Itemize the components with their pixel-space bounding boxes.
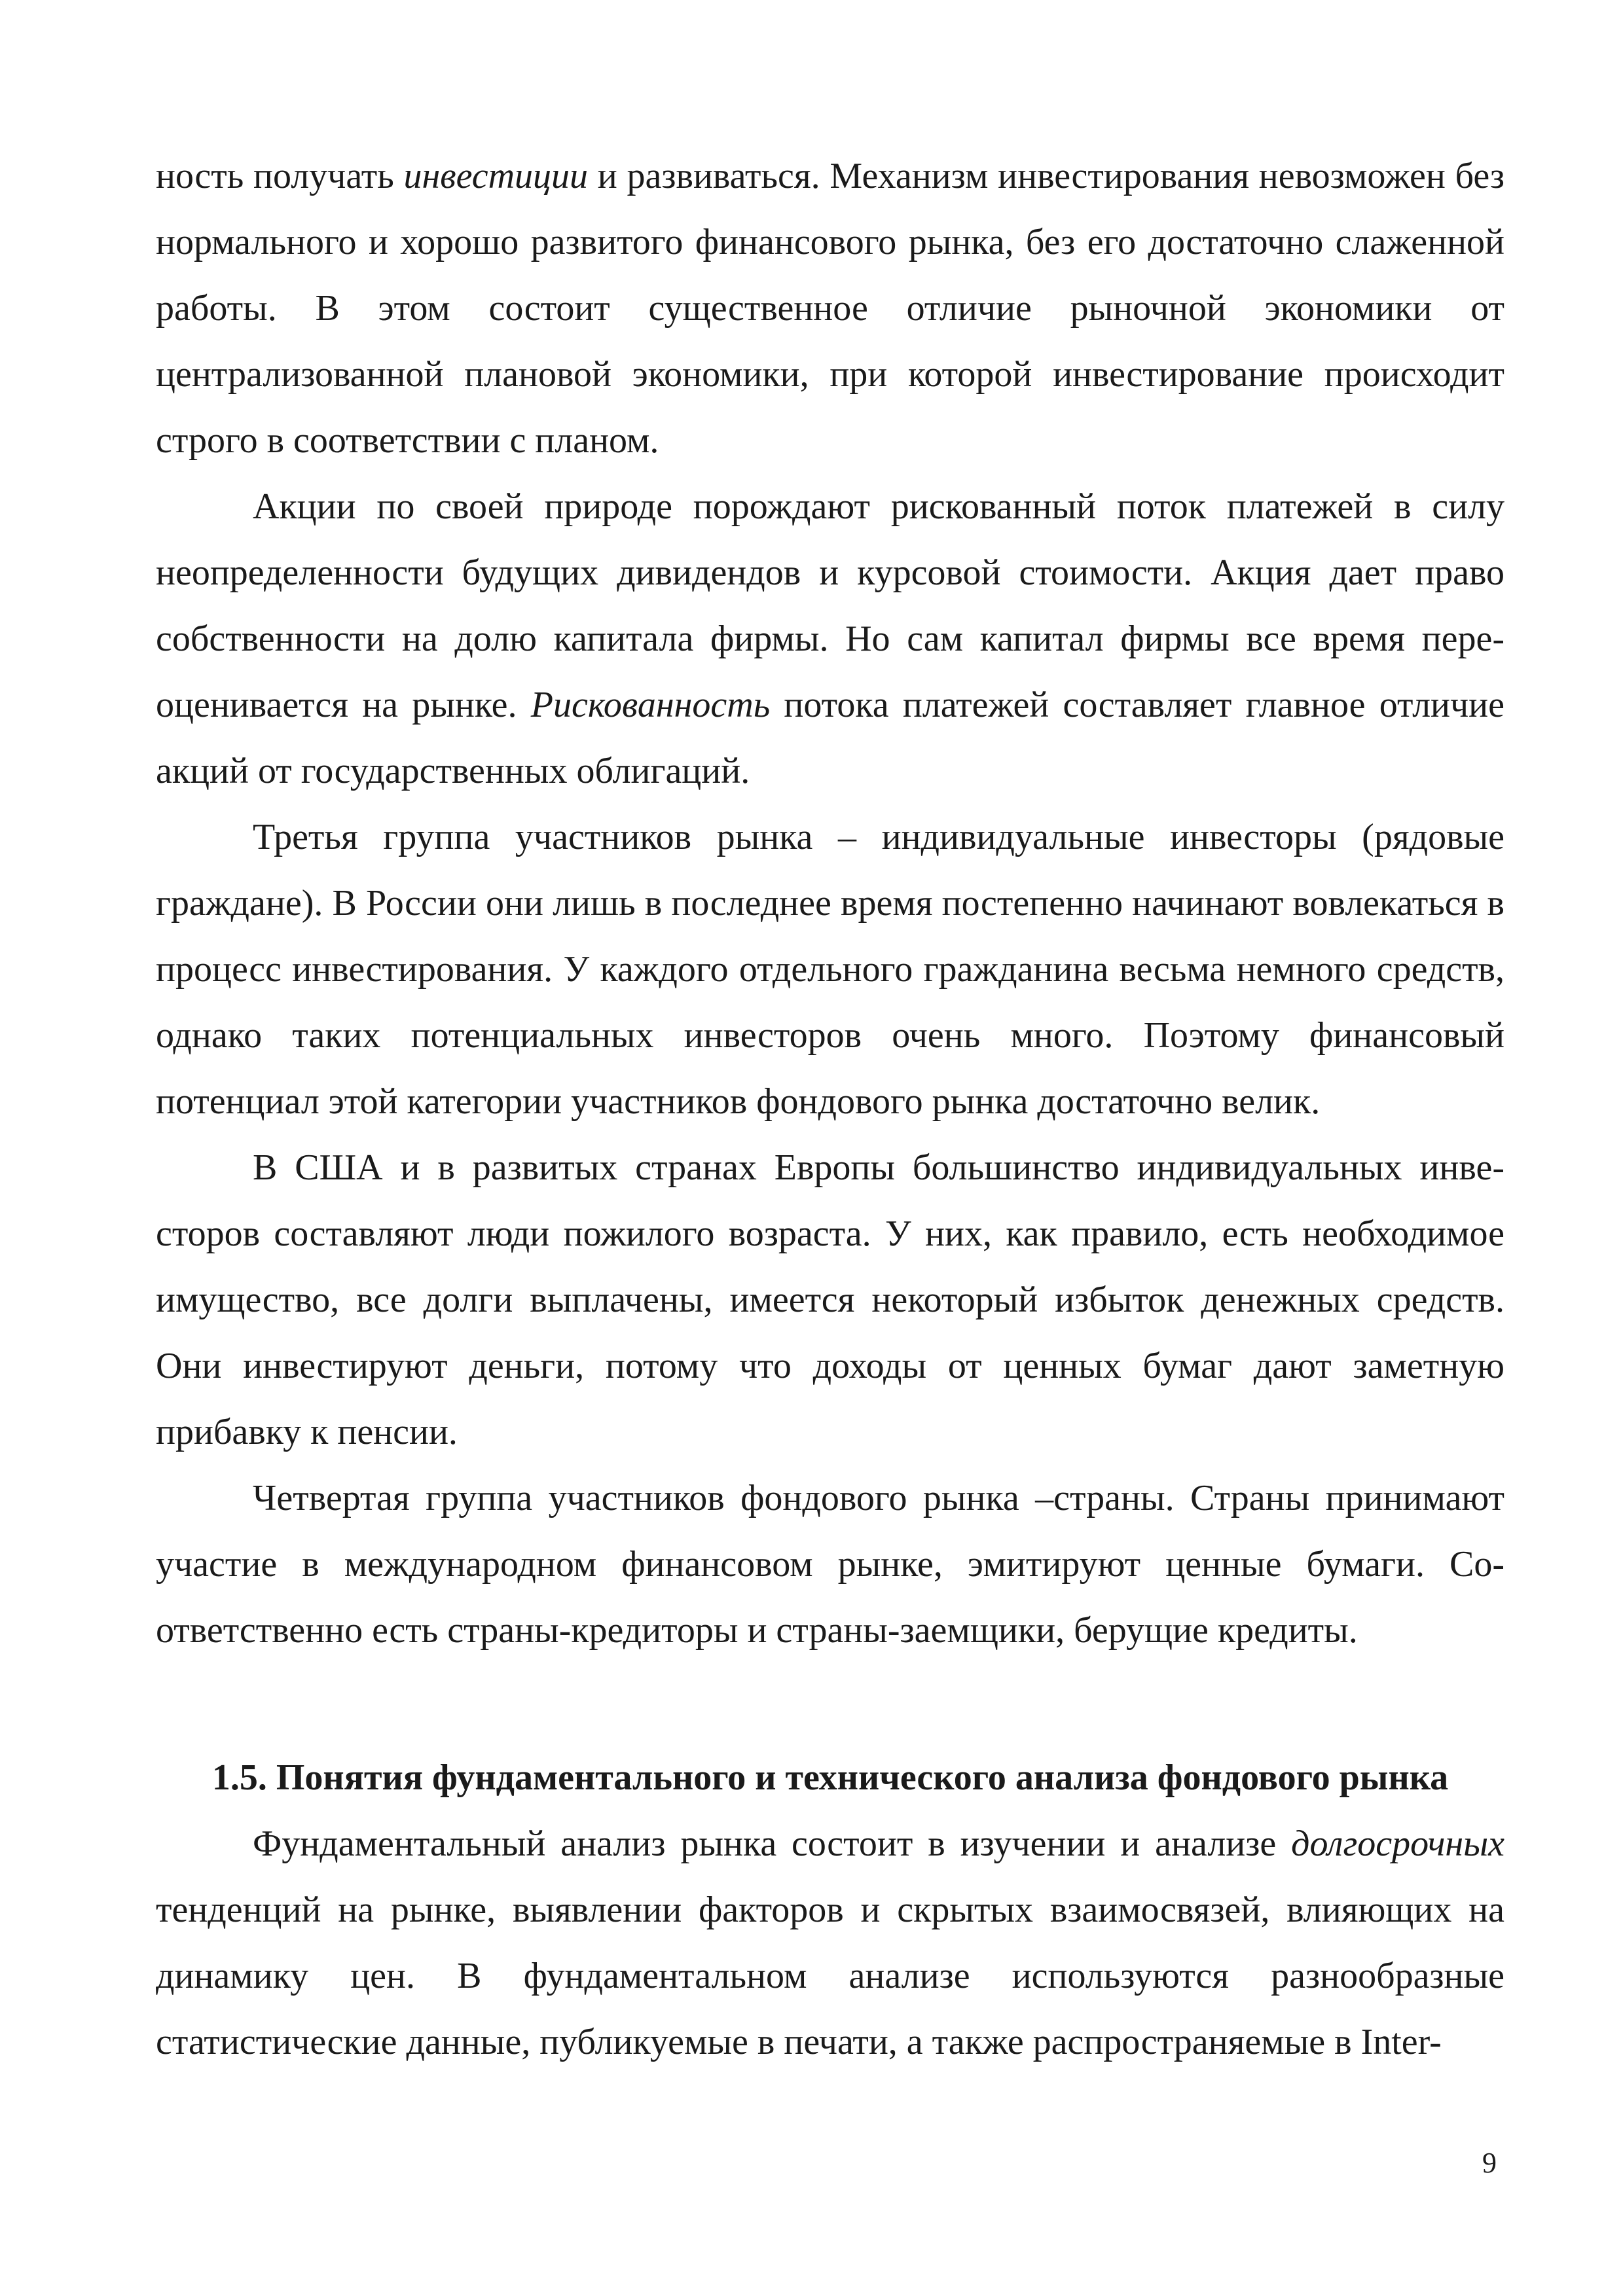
body-text — [156, 143, 1504, 2075]
paragraph-1-text-start: ность получать — [156, 156, 404, 196]
paragraph-2 — [156, 474, 1504, 804]
paragraph-2-text-end: потока платежей составляет главное отличие акций от государственных облигаций. — [156, 685, 1505, 791]
paragraph-1-emphasis: инвестиции — [403, 156, 589, 196]
paragraph-1-text-end: и развиваться. Механизм инвестирования невозможен без нормального и хорошо развитого финансового рынка, без его достаточно слаженной работы. В этом состоит существенное отличие рыночной экономики от централизованной плановой экономики, при которой инвестирование происходит строго в соответствии с планом. — [156, 156, 1504, 461]
page-number: 9 — [1482, 2147, 1497, 2179]
paragraph-6-text-end: тенденций на рынке, выявлении факторов и скрытых взаимосвязей, влияющих на динамику цен. В фундаментальном анализе используются разнообразные статистические данные, публикуемые в печати, а также распространяемые в Inter- — [156, 1890, 1504, 2062]
paragraph-3: Третья группа участников рынка – индивидуальные инвесторы (рядовые граждане). В России они лишь в последнее время постепенно начинают вовлекаться в процесс инвестирования. У каждого отдельного гражданина весьма немного средств, однако таких потенциальных инвесторов очень много. Поэтому финансовый потенциал этой категории участников фондового рынка достаточно велик. — [156, 817, 1504, 1122]
paragraph-6-text-start: Фундаментальный анализ рынка состоит в изучении и анализе — [253, 1823, 1292, 1864]
paragraph-2-text-start: Акции по своей природе порождают рискованный поток платежей в силу неопределенности будущих дивидендов и курсовой стоимости. Акция дает право собственности на долю капитала фирмы. Но сам капитал фирмы все время переоценивается на рынке. — [156, 486, 1504, 725]
paragraph-2-emphasis: Рискованность — [530, 685, 771, 725]
paragraph-5: Четвертая группа участников фондового рынка –страны. Страны принимают участие в международном финансовом рынке, эмитируют ценные бумаги. Соответственно есть страны-кредиторы и страны-заемщики, берущие кредиты. — [156, 1478, 1504, 1651]
paragraph-6-emphasis: долгосрочных — [1291, 1823, 1504, 1864]
paragraph-4: В США и в развитых странах Европы большинство индивидуальных инвесторов составляют люди пожилого возраста. У них, как правило, есть необходимое имущество, все долги выплачены, имеется некоторый избыток денежных средств. Они инвестируют деньги, потому что доходы от ценных бумаг дают заметную прибавку к пенсии. — [156, 1147, 1504, 1452]
section-heading: 1.5. Понятия фундаментального и технического анализа фондового рынка — [211, 1757, 1449, 1798]
paragraph-6 — [156, 1811, 1504, 2075]
paragraph-1 — [156, 143, 1504, 474]
